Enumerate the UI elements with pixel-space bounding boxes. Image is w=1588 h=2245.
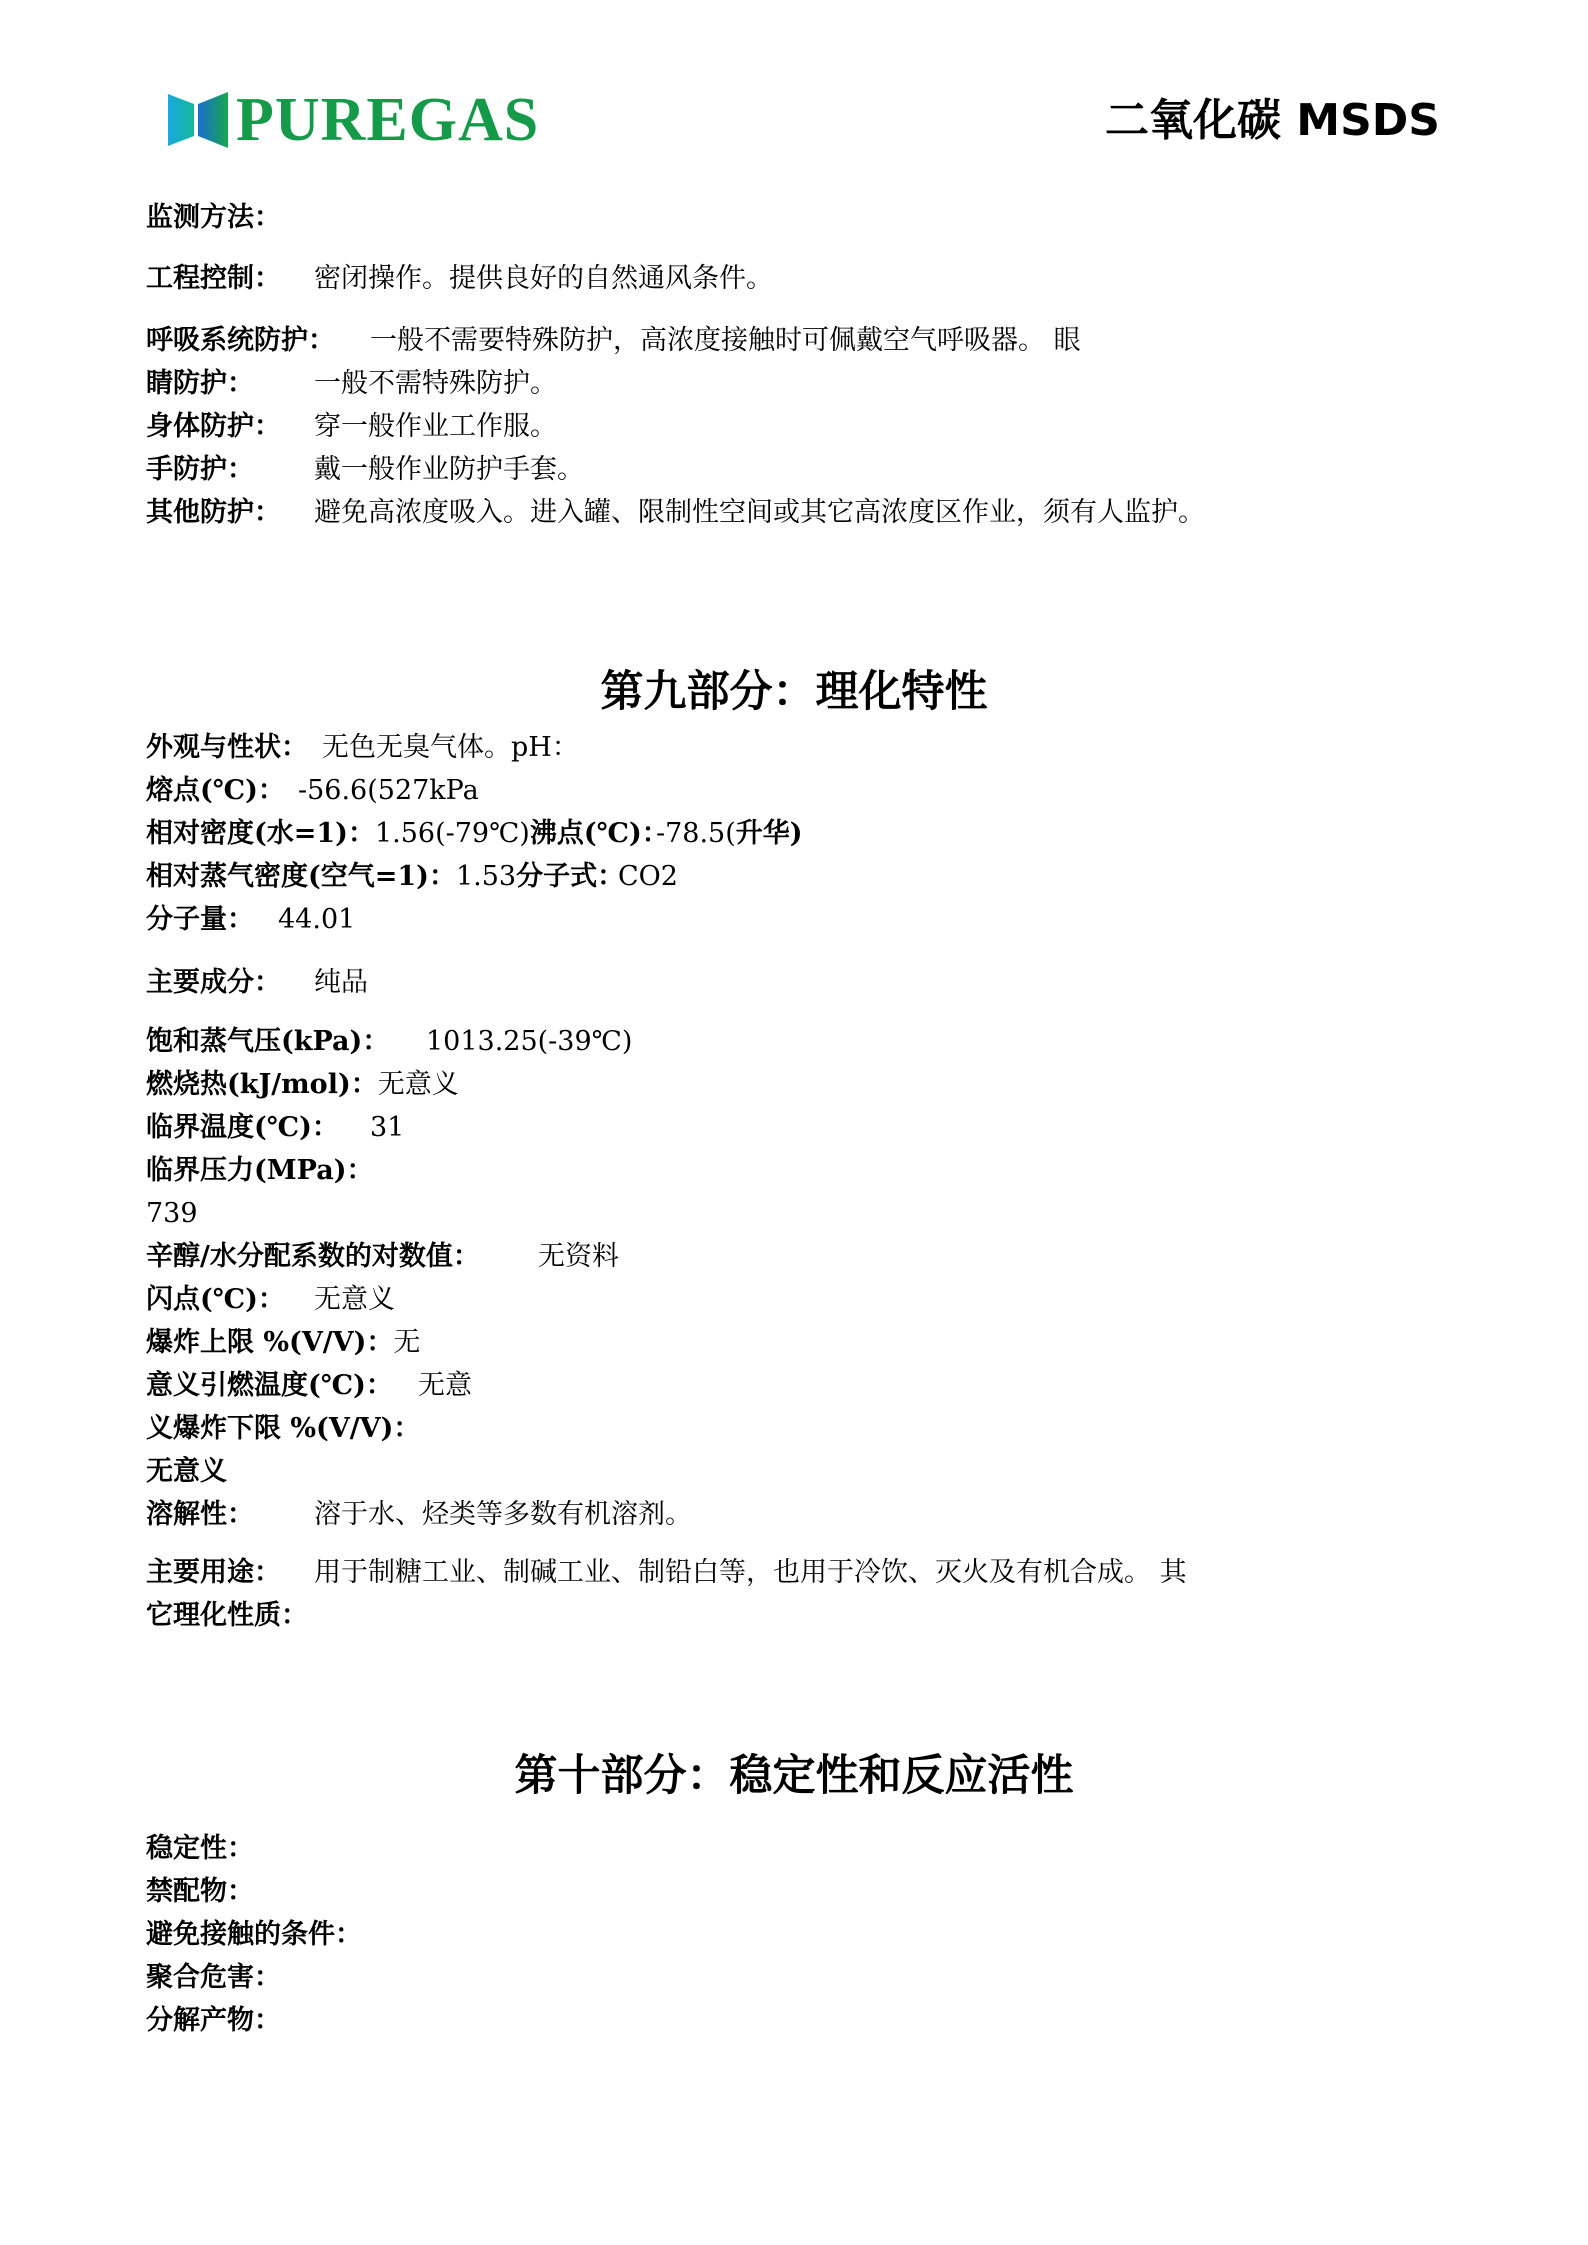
appearance-row	[146, 731, 579, 765]
density-label: 相对密度(水=1)：	[146, 818, 375, 849]
puregas-logo-icon	[168, 90, 230, 150]
partition-label: 辛醇/水分配系数的对数值：	[146, 1241, 480, 1272]
flash-point-label: 闪点(℃)：	[146, 1284, 285, 1315]
monitoring-row	[146, 201, 281, 235]
incompatible-label: 禁配物：	[146, 1876, 254, 1907]
other-protection-row	[146, 496, 1205, 530]
respiratory-value: 一般不需要特殊防护，高浓度接触时可佩戴空气呼吸器。 眼	[370, 325, 1081, 356]
body-row	[146, 410, 557, 444]
component-label: 主要成分：	[146, 967, 281, 998]
density-value: 1.56(-79℃)	[374, 818, 530, 849]
engineering-value: 密闭操作。提供良好的自然通风条件。	[314, 263, 773, 294]
mol-weight-label: 分子量：	[146, 904, 254, 935]
combustion-value: 无意义	[377, 1069, 459, 1100]
partition-value: 无资料	[538, 1241, 619, 1272]
ignition-label: 意义引燃温度(℃)：	[146, 1370, 393, 1401]
decomposition-label: 分解产物：	[146, 2005, 281, 2036]
respiratory-label: 呼吸系统防护：	[146, 325, 335, 356]
density-row	[146, 817, 803, 851]
upper-limit-value: 无	[393, 1327, 421, 1358]
avoid-row	[146, 1918, 362, 1952]
body-label: 身体防护：	[146, 411, 281, 442]
flash-point-row	[146, 1283, 395, 1317]
section9-heading: 第九部分：理化特性	[600, 667, 988, 717]
boiling-value: -78.5(升华)	[656, 818, 803, 849]
respiratory-row	[146, 324, 1081, 358]
decomposition-row	[146, 2004, 281, 2038]
other-protection-value: 避免高浓度吸入。进入罐、限制性空间或其它高浓度区作业，须有人监护。	[314, 497, 1205, 528]
upper-limit-label: 爆炸上限 %(V/V)：	[146, 1327, 394, 1358]
solubility-label: 溶解性：	[146, 1499, 254, 1530]
incompatible-row	[146, 1875, 254, 1909]
section10-heading: 第十部分：稳定性和反应活性	[514, 1751, 1074, 1801]
brand-logo	[168, 86, 540, 154]
lower-limit-label: 义爆炸下限 %(V/V)：	[146, 1413, 421, 1444]
appearance-value: 无色无臭气体。pH：	[322, 732, 579, 763]
critical-temp-value: 31	[370, 1112, 405, 1143]
critical-temp-label: 临界温度(℃)：	[146, 1112, 339, 1143]
appearance-label: 外观与性状：	[146, 732, 308, 763]
vapor-density-row	[146, 860, 678, 894]
polymerization-row	[146, 1961, 281, 1995]
vapor-density-value: 1.53	[455, 861, 517, 892]
ignition-value: 无意	[418, 1370, 472, 1401]
engineering-row	[146, 262, 773, 296]
mol-weight-value: 44.01	[278, 904, 356, 935]
document-title: 二氧化碳 MSDS	[1104, 95, 1440, 146]
uses-row	[146, 1556, 1187, 1590]
formula-value: CO2	[618, 861, 678, 892]
hand-row	[146, 453, 584, 487]
eye-value: 一般不需特殊防护。	[314, 368, 557, 399]
upper-limit-row	[146, 1326, 420, 1360]
other-protection-label: 其他防护：	[146, 497, 281, 528]
critical-pressure-row	[146, 1154, 374, 1188]
solubility-value: 溶于水、烃类等多数有机溶剂。	[314, 1499, 692, 1530]
boiling-sublimation: 升华)	[735, 818, 803, 849]
flash-point-value: 无意义	[314, 1284, 395, 1315]
uses-value: 用于制糖工业、制碱工业、制铅白等，也用于冷饮、灭火及有机合成。 其	[314, 1557, 1187, 1588]
melting-value: -56.6(527kPa	[298, 775, 479, 806]
vapor-pressure-label: 饱和蒸气压(kPa)：	[146, 1026, 390, 1057]
vapor-pressure-value: 1013.25(-39℃)	[426, 1026, 633, 1057]
combustion-label: 燃烧热(kJ/mol)：	[146, 1069, 378, 1100]
other-props-row	[146, 1599, 308, 1633]
critical-pressure-value: 739	[146, 1198, 198, 1229]
critical-pressure-label: 临界压力(MPa)：	[146, 1155, 374, 1186]
eye-label: 睛防护：	[146, 368, 254, 399]
stability-row	[146, 1832, 254, 1866]
eye-row	[146, 367, 557, 401]
hand-value: 戴一般作业防护手套。	[314, 454, 584, 485]
body-value: 穿一般作业工作服。	[314, 411, 557, 442]
monitoring-label: 监测方法：	[146, 202, 281, 233]
combustion-row	[146, 1068, 459, 1102]
engineering-label: 工程控制：	[146, 263, 281, 294]
lower-limit-row	[146, 1412, 420, 1446]
other-props-label: 它理化性质：	[146, 1600, 308, 1631]
formula-label: 分子式：	[516, 861, 625, 892]
melting-row	[146, 774, 479, 808]
avoid-label: 避免接触的条件：	[146, 1919, 362, 1950]
polymerization-label: 聚合危害：	[146, 1962, 281, 1993]
ignition-row	[146, 1369, 472, 1403]
boiling-label: 沸点(℃)：	[529, 818, 669, 849]
critical-pressure-value-row	[146, 1197, 198, 1231]
partition-row	[146, 1240, 619, 1274]
vapor-density-label: 相对蒸气密度(空气=1)：	[146, 861, 456, 892]
hand-label: 手防护：	[146, 454, 254, 485]
lower-limit-value-row	[146, 1455, 227, 1489]
component-row	[146, 966, 368, 1000]
critical-temp-row	[146, 1111, 405, 1145]
component-value: 纯品	[314, 967, 368, 998]
brand-name: PUREGAS	[236, 86, 540, 154]
uses-label: 主要用途：	[146, 1557, 281, 1588]
melting-label: 熔点(℃)：	[146, 775, 285, 806]
vapor-pressure-row	[146, 1025, 633, 1059]
mol-weight-row	[146, 903, 356, 937]
lower-limit-value: 无意义	[146, 1456, 227, 1487]
solubility-row	[146, 1498, 692, 1532]
stability-label: 稳定性：	[146, 1833, 254, 1864]
